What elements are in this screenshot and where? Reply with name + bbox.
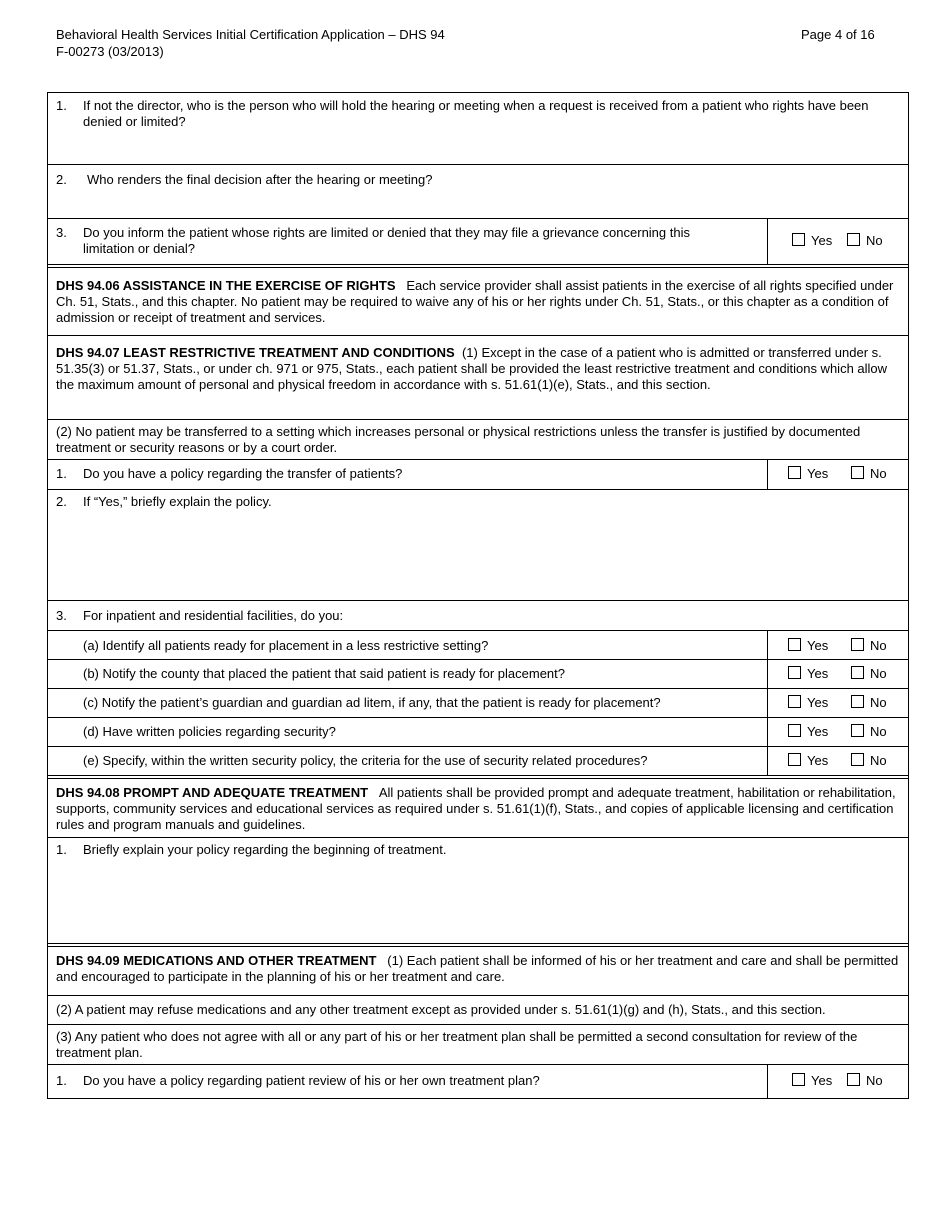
section-94-09 <box>48 943 908 995</box>
sub-question-row-d <box>48 717 908 746</box>
yes-checkbox[interactable] <box>788 695 801 708</box>
question-row-explain-policy <box>48 489 908 600</box>
no-option[interactable] <box>847 1073 883 1089</box>
section-body: (1) Each patient shall be informed of his or her treatment and care and shall be permitted and encouraged to participate in the planning of his or her treatment and care. <box>56 953 899 984</box>
no-checkbox[interactable] <box>851 638 864 651</box>
question-number: 1. <box>56 842 67 857</box>
yes-option[interactable] <box>788 638 828 654</box>
no-label: No <box>870 695 887 710</box>
no-option[interactable] <box>847 233 883 249</box>
question-number: 1. <box>56 1073 67 1088</box>
question-row-treatment-plan-review <box>48 1064 908 1098</box>
sub-question-row-a <box>48 630 908 659</box>
yes-option[interactable] <box>792 233 832 249</box>
no-option[interactable] <box>851 666 887 682</box>
no-option[interactable] <box>851 753 887 769</box>
sub-question-text: (e) Specify, within the written security policy, the criteria for the use of security related procedures? <box>83 753 648 768</box>
sub-question-text: (a) Identify all patients ready for placement in a less restrictive setting? <box>83 638 489 653</box>
no-label: No <box>866 1073 883 1088</box>
yes-no-cell <box>767 1065 908 1098</box>
no-label: No <box>870 724 887 739</box>
no-option[interactable] <box>851 466 887 482</box>
yes-no-cell <box>767 631 908 659</box>
question-text: For inpatient and residential facilities, do you: <box>83 608 344 623</box>
question-row-inpatient <box>48 600 908 630</box>
yes-no-cell <box>767 718 908 746</box>
section-heading: DHS 94.09 MEDICATIONS AND OTHER TREATMENT <box>56 953 377 968</box>
question-text: Do you have a policy regarding the transfer of patients? <box>83 466 403 481</box>
question-row-transfer-policy <box>48 459 908 489</box>
section-94-07-paragraph-2 <box>48 419 908 459</box>
form-title: Behavioral Health Services Initial Certification Application – DHS 94 <box>56 27 445 42</box>
yes-no-cell <box>767 689 908 717</box>
yes-checkbox[interactable] <box>792 1073 805 1086</box>
section-94-07 <box>48 335 908 419</box>
question-row-final-decision <box>48 164 908 218</box>
section-heading: DHS 94.08 PROMPT AND ADEQUATE TREATMENT <box>56 785 369 800</box>
no-checkbox[interactable] <box>851 695 864 708</box>
no-checkbox[interactable] <box>851 466 864 479</box>
no-label: No <box>870 638 887 653</box>
yes-no-cell <box>767 660 908 688</box>
yes-checkbox[interactable] <box>788 724 801 737</box>
yes-checkbox[interactable] <box>792 233 805 246</box>
paragraph-text: (2) A patient may refuse medications and any other treatment except as provided under s. 51.61(1)(g) and (h), Stats., and this section. <box>56 1002 826 1017</box>
question-text: Do you have a policy regarding patient review of his or her own treatment plan? <box>83 1073 540 1088</box>
no-label: No <box>870 666 887 681</box>
yes-label: Yes <box>807 695 829 710</box>
section-body: (1) Except in the case of a patient who is admitted or transferred under s. 51.35(3) or 51.37, Stats., or under ch. 971 or 975, Stats., each patient shall be provided the least restrictive treatment and conditions which allow the maximum amount of personal and physical freedom in accordance with s. 51.61(1)(e), Stats., and this section. <box>56 345 888 392</box>
section-body: All patients shall be provided prompt and adequate treatment, habilitation or rehabilitation, supports, community services and educational services as required under s. 51.61(1)(f), Stats., and copies of applicable licensing and certification rules and program manuals and guidelines. <box>56 785 896 832</box>
question-text: Do you inform the patient whose rights are limited or denied that they may file a grievance concerning this limitation or denial? <box>83 225 690 256</box>
section-94-06 <box>48 264 908 335</box>
yes-checkbox[interactable] <box>788 638 801 651</box>
no-option[interactable] <box>851 638 887 654</box>
question-text: If not the director, who is the person who will hold the hearing or meeting when a request is received from a patient who rights have been denied or limited? <box>83 98 869 129</box>
question-number: 3. <box>56 225 67 240</box>
section-heading: DHS 94.06 ASSISTANCE IN THE EXERCISE OF RIGHTS <box>56 278 396 293</box>
yes-checkbox[interactable] <box>788 466 801 479</box>
paragraph-text: (2) No patient may be transferred to a setting which increases personal or physical restrictions unless the transfer is justified by documented treatment or security reasons or by a court order. <box>56 424 861 455</box>
yes-checkbox[interactable] <box>788 666 801 679</box>
no-label: No <box>866 233 883 248</box>
question-number: 3. <box>56 608 67 623</box>
no-option[interactable] <box>851 695 887 711</box>
yes-option[interactable] <box>788 466 828 482</box>
yes-label: Yes <box>811 233 833 248</box>
yes-option[interactable] <box>792 1073 832 1089</box>
question-row-grievance <box>48 218 908 264</box>
question-row-hearing-person <box>48 93 908 164</box>
yes-option[interactable] <box>788 666 828 682</box>
yes-option[interactable] <box>788 753 828 769</box>
sub-question-text: (b) Notify the county that placed the patient that said patient is ready for placement? <box>83 666 566 681</box>
sub-question-row-c <box>48 688 908 717</box>
no-checkbox[interactable] <box>851 666 864 679</box>
section-heading: DHS 94.07 LEAST RESTRICTIVE TREATMENT AND CONDITIONS <box>56 345 455 360</box>
sub-question-text: (c) Notify the patient’s guardian and guardian ad litem, if any, that the patient is ready for placement? <box>83 695 661 710</box>
yes-no-cell <box>767 219 908 264</box>
yes-label: Yes <box>807 666 829 681</box>
yes-label: Yes <box>807 753 829 768</box>
no-checkbox[interactable] <box>847 233 860 246</box>
yes-checkbox[interactable] <box>788 753 801 766</box>
yes-label: Yes <box>807 638 829 653</box>
paragraph-text: (3) Any patient who does not agree with all or any part of his or her treatment plan shall be permitted a second consultation for review of the treatment plan. <box>56 1029 858 1060</box>
sub-question-text: (d) Have written policies regarding security? <box>83 724 336 739</box>
yes-option[interactable] <box>788 695 828 711</box>
question-text: Briefly explain your policy regarding the beginning of treatment. <box>83 842 447 857</box>
no-label: No <box>870 466 887 481</box>
section-94-09-paragraph-3 <box>48 1024 908 1064</box>
yes-no-cell <box>767 460 908 489</box>
question-row-beginning-treatment <box>48 837 908 943</box>
question-number: 2. <box>56 172 67 187</box>
no-checkbox[interactable] <box>851 724 864 737</box>
form-table <box>47 92 909 1099</box>
page-number: Page 4 of 16 <box>801 27 875 42</box>
question-text: Who renders the final decision after the hearing or meeting? <box>87 172 433 187</box>
question-number: 1. <box>56 466 67 481</box>
yes-option[interactable] <box>788 724 828 740</box>
no-checkbox[interactable] <box>851 753 864 766</box>
yes-label: Yes <box>807 466 829 481</box>
yes-label: Yes <box>807 724 829 739</box>
sub-question-row-e <box>48 746 908 775</box>
yes-label: Yes <box>811 1073 833 1088</box>
question-number: 2. <box>56 494 67 509</box>
question-text: If “Yes,” briefly explain the policy. <box>83 494 272 509</box>
section-body: Each service provider shall assist patients in the exercise of all rights specified under Ch. 51, Stats., and this chapter. No patient may be required to waive any of his or her rights under Ch. 51, Stats., or this chapter as a condition of admission or receipt of treatment and services. <box>56 278 894 325</box>
no-option[interactable] <box>851 724 887 740</box>
no-checkbox[interactable] <box>847 1073 860 1086</box>
section-94-09-paragraph-2 <box>48 995 908 1024</box>
form-number: F-00273 (03/2013) <box>56 44 164 59</box>
sub-question-row-b <box>48 659 908 688</box>
section-94-08 <box>48 775 908 837</box>
question-number: 1. <box>56 98 67 113</box>
no-label: No <box>870 753 887 768</box>
yes-no-cell <box>767 747 908 775</box>
